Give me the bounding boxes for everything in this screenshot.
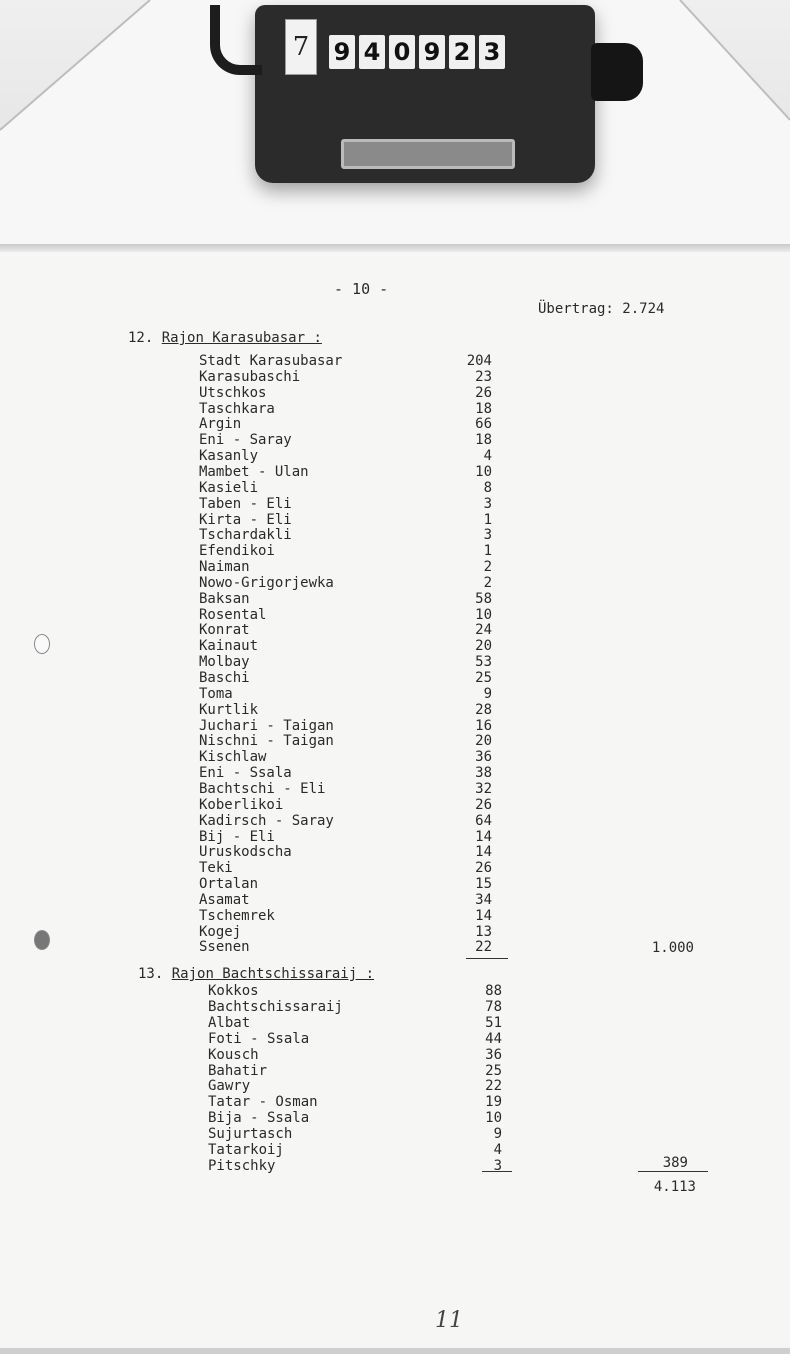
place-count: 18 <box>475 400 492 417</box>
section-subtotal: 1.000 <box>651 940 694 956</box>
page-bottom-edge <box>0 1348 790 1354</box>
place-name: Taschkara <box>199 400 275 417</box>
place-count: 15 <box>475 876 492 893</box>
place-name: Baksan <box>199 590 250 607</box>
place-name: Bij - Eli <box>199 828 275 845</box>
place-count: 2 <box>483 559 492 576</box>
place-count: 13 <box>475 923 492 940</box>
place-count: 22 <box>485 1078 502 1095</box>
place-count: 9 <box>493 1126 502 1143</box>
place-count: 44 <box>485 1030 502 1047</box>
place-name: Bachtschi - Eli <box>199 780 326 797</box>
grand-total: 4.113 <box>653 1179 696 1195</box>
carry-over-total: Übertrag: 2.724 <box>538 301 665 317</box>
place-name: Juchari - Taigan <box>199 717 334 734</box>
place-name: Toma <box>199 685 233 702</box>
place-name: Stadt Karasubasar <box>199 353 343 369</box>
section-title: Rajon Karasubasar : <box>161 330 322 346</box>
place-name: Teki <box>199 860 233 877</box>
stamp-digit: 2 <box>449 35 475 69</box>
place-name: Uruskodscha <box>199 844 292 861</box>
place-count: 32 <box>475 780 492 797</box>
place-count: 28 <box>475 701 492 718</box>
place-count: 26 <box>475 384 492 401</box>
place-count: 20 <box>475 638 492 655</box>
place-count: 1 <box>483 543 492 560</box>
section-number: 12. <box>128 330 154 346</box>
section-number: 13. <box>138 966 164 982</box>
place-name: Ssenen <box>199 939 250 956</box>
place-name: Tatarkoij <box>208 1142 284 1158</box>
place-count: 10 <box>475 606 492 623</box>
place-count: 23 <box>475 368 492 385</box>
place-name: Bahatir <box>208 1062 268 1079</box>
place-name: Utschkos <box>199 384 267 401</box>
place-name: Nowo-Grigorjewka <box>199 574 334 591</box>
place-name: Gawry <box>208 1078 251 1095</box>
stamp-plate <box>341 139 515 169</box>
place-name: Tschardakli <box>199 527 292 544</box>
place-count: 53 <box>475 654 492 671</box>
section-heading <box>128 330 322 346</box>
handwritten-mark: 11 <box>435 1308 463 1333</box>
place-name: Naiman <box>199 559 250 576</box>
page-number: - 10 - <box>334 280 389 298</box>
place-count: 14 <box>475 828 492 845</box>
place-name: Konrat <box>199 622 250 639</box>
place-name: Karasubaschi <box>199 368 301 385</box>
place-count: 10 <box>485 1110 502 1127</box>
place-count: 34 <box>475 891 492 908</box>
stamp-digit: 9 <box>419 35 445 69</box>
place-count: 20 <box>475 733 492 750</box>
place-name: Pitschky <box>208 1157 276 1174</box>
place-count: 204 <box>466 353 492 369</box>
place-name: Ortalan <box>199 876 259 893</box>
total-sum-rule <box>638 1171 708 1172</box>
place-count: 38 <box>475 765 492 782</box>
place-count: 3 <box>483 527 492 544</box>
place-name: Sujurtasch <box>208 1126 293 1143</box>
place-name: Rosental <box>199 606 267 623</box>
place-count: 24 <box>475 622 492 639</box>
place-name: Kasieli <box>199 479 259 496</box>
place-count: 58 <box>475 590 492 607</box>
place-count: 3 <box>493 1157 502 1174</box>
place-count: 36 <box>475 749 492 766</box>
place-name: Eni - Saray <box>199 432 292 449</box>
place-name: Koberlikoi <box>199 796 284 813</box>
place-name: Taben - Eli <box>199 495 292 512</box>
place-count: 36 <box>485 1046 502 1063</box>
place-name: Kogej <box>199 923 242 940</box>
section-title: Rajon Bachtschissaraij : <box>171 966 375 982</box>
punch-hole <box>34 930 50 950</box>
place-name: Albat <box>208 1014 251 1031</box>
place-count: 66 <box>475 416 492 433</box>
place-name: Kadirsch - Saray <box>199 812 334 829</box>
place-name: Kousch <box>208 1046 259 1063</box>
place-name: Bija - Ssala <box>208 1110 310 1127</box>
place-count: 1 <box>483 511 492 528</box>
place-name: Baschi <box>199 670 250 686</box>
place-name: Kischlaw <box>199 749 267 766</box>
stamp-tag: 7 <box>285 19 317 75</box>
place-name: Eni - Ssala <box>199 765 292 782</box>
place-name: Kirta - Eli <box>199 511 292 528</box>
place-name: Asamat <box>199 891 250 908</box>
place-count: 2 <box>483 574 492 591</box>
numbering-stamp-device <box>255 5 595 183</box>
stamp-knob <box>591 43 643 101</box>
place-count: 88 <box>485 983 502 999</box>
column-sum-rule <box>482 1171 512 1172</box>
place-count: 8 <box>483 479 492 496</box>
stamp-digit: 3 <box>479 35 505 69</box>
place-count: 25 <box>485 1062 502 1079</box>
photo-header <box>0 0 790 250</box>
place-name: Mambet - Ulan <box>199 463 309 480</box>
place-count: 26 <box>475 860 492 877</box>
place-name: Argin <box>199 416 242 433</box>
place-name: Molbay <box>199 654 250 671</box>
place-count: 51 <box>485 1014 502 1031</box>
place-name: Bachtschissaraij <box>208 998 343 1015</box>
stamp-digit: 0 <box>389 35 415 69</box>
punch-hole <box>34 634 50 654</box>
place-count: 18 <box>475 432 492 449</box>
place-name: Kurtlik <box>199 701 259 718</box>
section-subtotal: 389 <box>662 1155 688 1171</box>
place-count: 14 <box>475 844 492 861</box>
place-name: Kasanly <box>199 448 259 465</box>
stamp-cable <box>210 5 262 75</box>
place-count: 3 <box>483 495 492 512</box>
section-heading <box>138 966 374 982</box>
place-count: 16 <box>475 717 492 734</box>
place-count: 14 <box>475 907 492 924</box>
place-count: 64 <box>475 812 492 829</box>
place-count: 25 <box>475 670 492 686</box>
place-count: 4 <box>493 1142 502 1158</box>
place-name: Kokkos <box>208 983 259 999</box>
place-count: 78 <box>485 998 502 1015</box>
stamp-digit: 4 <box>359 35 385 69</box>
place-name: Kainaut <box>199 638 259 655</box>
stamp-digit: 9 <box>329 35 355 69</box>
place-count: 9 <box>483 685 492 702</box>
stamp-digits <box>329 35 505 69</box>
place-count: 10 <box>475 463 492 480</box>
place-count: 4 <box>483 448 492 465</box>
place-name: Tschemrek <box>199 907 275 924</box>
place-count: 22 <box>475 939 492 956</box>
place-name: Efendikoi <box>199 543 275 560</box>
place-name: Tatar - Osman <box>208 1094 318 1111</box>
place-count: 26 <box>475 796 492 813</box>
place-count: 19 <box>485 1094 502 1111</box>
place-name: Foti - Ssala <box>208 1030 310 1047</box>
place-name: Nischni - Taigan <box>199 733 334 750</box>
column-sum-rule <box>466 958 508 959</box>
